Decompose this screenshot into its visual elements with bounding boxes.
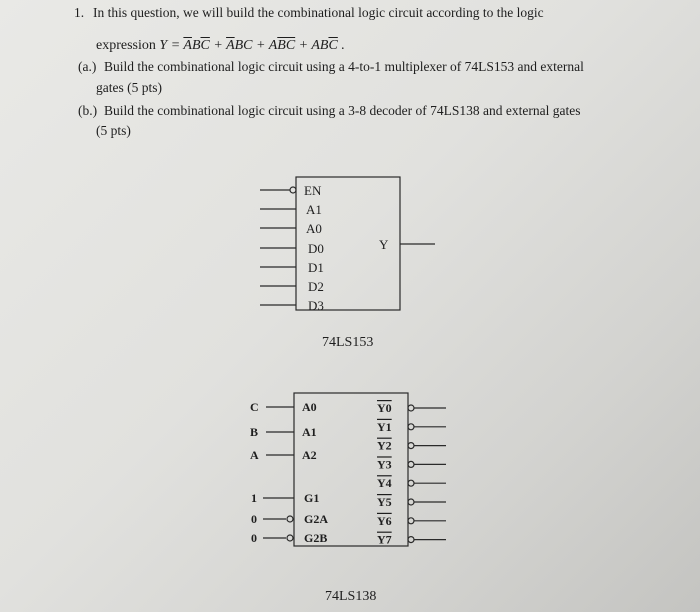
decoder-label-a: A [250,448,259,462]
part-a-line1: Build the combinational logic circuit using a 4-to-1 multiplexer of 74LS153 and external [104,59,584,74]
decoder-pin-a1: A1 [302,425,317,439]
decoder-pin-g2a: G2A [304,512,328,526]
mux-pin-d2: D2 [308,279,324,294]
decoder-output-bubble [408,537,414,543]
expression-lead: expression [96,38,156,53]
part-b-label: (b.) [78,103,98,118]
decoder-output-bubble [408,443,414,449]
decoder-value-g1: 1 [251,491,257,505]
decoder-output-label-y1: Y1 [377,419,392,434]
decoder-pin-g2b: G2B [304,531,328,545]
decoder-output-bubble [408,480,414,486]
mux-pin-d0: D0 [308,241,324,256]
mux-pin-en: EN [304,183,322,198]
expression-lhs: Y [159,38,168,53]
decoder-label-b: B [250,425,259,439]
question-intro: In this question, we will build the combinational logic circuit according to the logic [93,5,544,20]
decoder-output-label-y3: Y3 [377,457,392,472]
decoder-output-label-y5: Y5 [377,495,392,509]
decoder-pin-g1: G1 [304,491,320,505]
mux-pin-a0: A0 [306,221,322,236]
decoder-pin-a2: A2 [302,448,317,462]
decoder-output-labels [377,401,392,547]
decoder-output-label-y0: Y0 [377,401,392,415]
part-a-line2: gates (5 pts) [96,80,162,95]
mux-pin-y: Y [379,237,389,252]
decoder-value-g2b: 0 [251,531,257,545]
decoder-output-bubble [408,499,414,505]
decoder-part-name: 74LS138 [325,589,377,604]
expression-rhs: = $\overline{A}B\overline{C} + \overline{A}BC + A\overline{BC} + AB\overline{C}$ . [170,38,345,53]
decoder-output-bubble [408,405,414,411]
part-a-label: (a.) [78,59,97,74]
decoder-output-bubble [408,424,414,430]
decoder-output-label-y4: Y4 [377,476,392,491]
mux-part-name: 74LS153 [322,335,374,350]
decoder-g2b-bubble [287,535,293,541]
decoder-output-label-y2: Y2 [377,438,392,453]
decoder-pin-a0: A0 [302,400,317,414]
mux-pin-d1: D1 [308,260,324,275]
decoder-g2a-bubble [287,516,293,522]
part-b-line1: Build the combinational logic circuit using a 3-8 decoder of 74LS138 and external gates [104,103,581,118]
decoder-label-c: C [250,400,259,414]
decoder-value-g2a: 0 [251,512,257,526]
decoder-output-label-y7: Y7 [377,532,392,547]
decoder-output-bubble [408,518,414,524]
mux-pin-d3: D3 [308,298,324,313]
mux-pin-a1: A1 [306,202,322,217]
part-b-line2: (5 pts) [96,123,131,138]
decoder-output-bubble [408,461,414,467]
question-number: 1. [74,5,85,20]
decoder-output-label-y6: Y6 [377,513,392,528]
decoder-output-lines [408,405,446,543]
